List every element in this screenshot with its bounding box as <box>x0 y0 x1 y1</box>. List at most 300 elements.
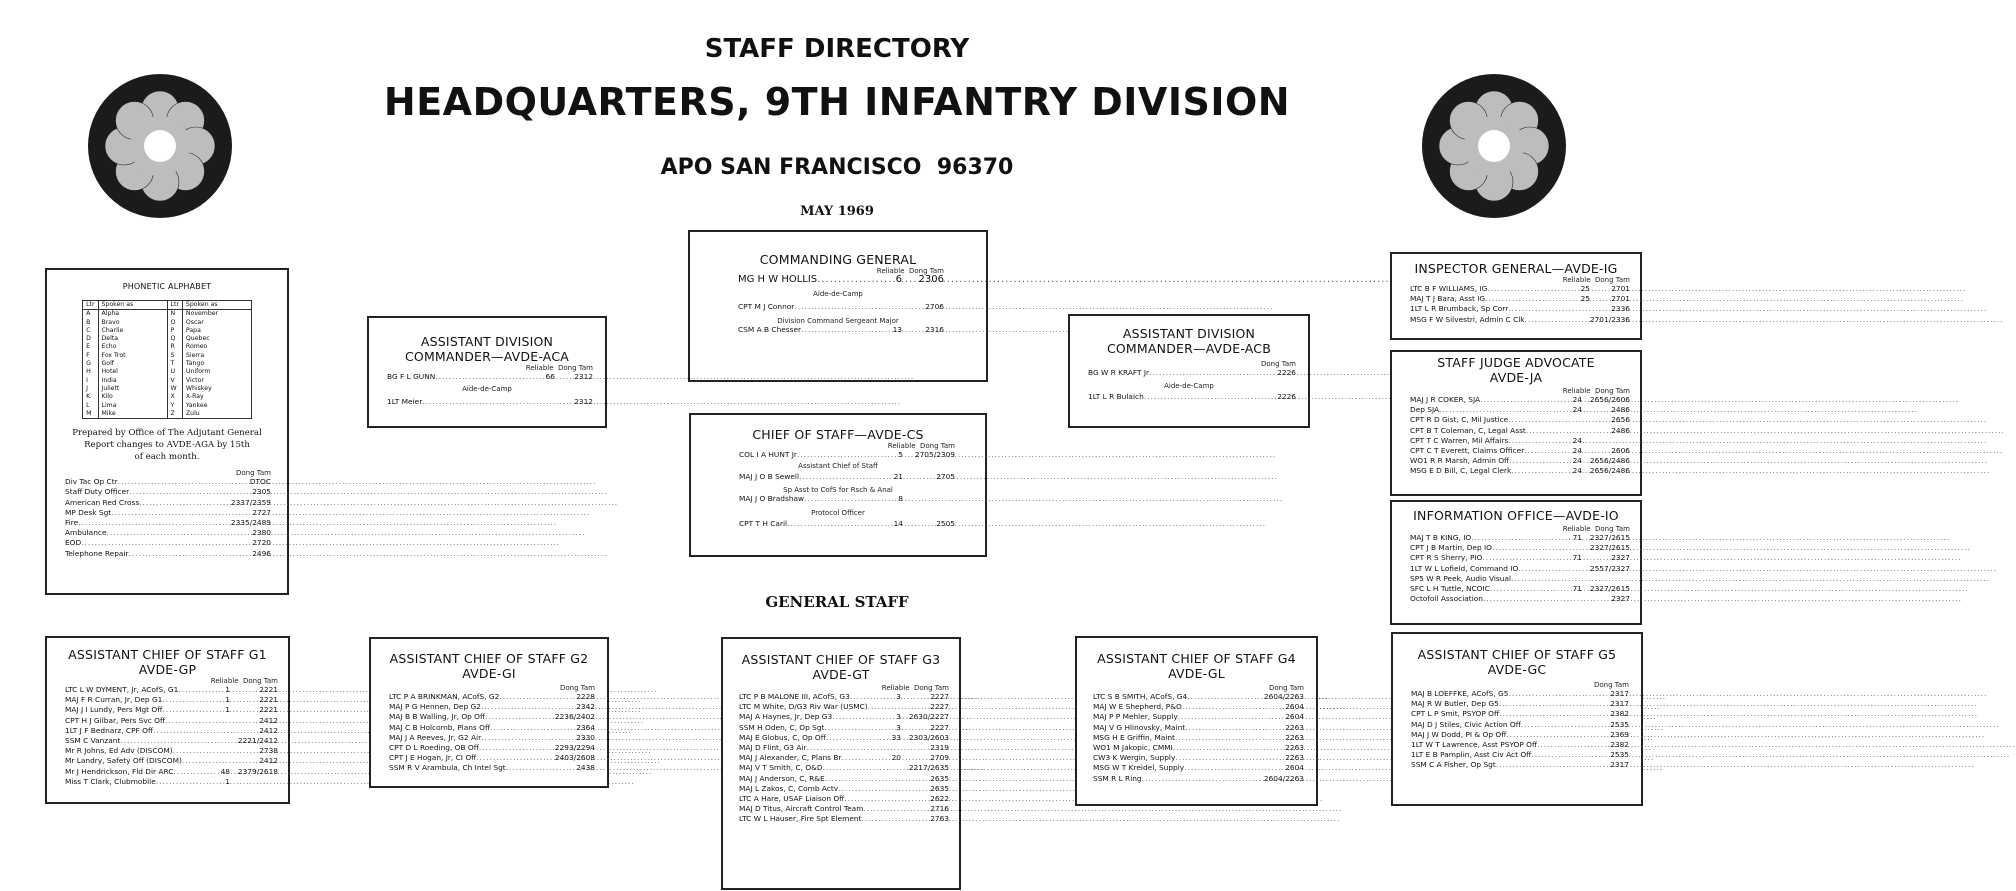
leader-dots <box>111 508 225 518</box>
alphabet-row <box>83 343 252 351</box>
person-name: MSG W T Kreidel, Supply <box>1093 763 1185 773</box>
leader-dots <box>81 538 225 548</box>
leader-dots <box>1531 750 1610 760</box>
person-name: COL I A HUNT Jr <box>739 450 797 459</box>
letter: N <box>167 310 182 319</box>
table-row <box>1392 574 1640 584</box>
box-title: COMMANDER—AVDE-ACA <box>404 349 570 364</box>
dong-tam-number: 2705 <box>936 472 955 482</box>
g1-box <box>45 636 290 804</box>
letter: U <box>167 368 182 376</box>
person-name: LTC M White, D/G3 Riv War (USMC) <box>739 702 868 712</box>
dong-tam-number: 2604/2263 <box>1263 773 1304 783</box>
person-name: MAJ T J Bara, Asst IG <box>1410 294 1486 304</box>
dong-tam-number: 2701 <box>1611 294 1630 304</box>
leader-dots <box>850 692 896 702</box>
person-name: Staff Duty Officer <box>65 487 130 497</box>
person-name: 1LT Meier <box>387 397 423 407</box>
reliable-number: 1 <box>225 705 230 715</box>
person-name: MAJ J A Reeves, Jr, G2 Air <box>389 732 482 742</box>
box-title: CHIEF OF STAFF—AVDE-CS <box>752 427 924 442</box>
table-row <box>47 685 288 695</box>
spoken-word: Yankee <box>182 402 251 410</box>
leader-dots <box>1496 760 1610 770</box>
table-row <box>1392 533 1640 543</box>
reliable-number: 21 <box>893 472 903 482</box>
table-row <box>47 746 288 756</box>
table-row <box>1077 692 1316 702</box>
table-row <box>1392 594 1640 604</box>
col-header-dong-tam: Dong Tam <box>1594 276 1630 284</box>
dong-tam-number: 2364 <box>576 722 595 732</box>
letter: I <box>83 377 98 385</box>
leader-dots <box>1499 699 1610 709</box>
reliable-number: 3 <box>896 712 901 722</box>
col-header-dong-tam: Dong Tam <box>919 442 955 450</box>
letter: O <box>167 319 182 327</box>
leader-dots <box>78 518 225 528</box>
leader-dots <box>1509 456 1572 466</box>
table-row <box>723 814 959 824</box>
chief-of-staff-box <box>689 413 987 557</box>
dong-tam-number: 2312 <box>574 372 593 381</box>
table-row <box>47 477 287 487</box>
leader-dots <box>861 814 901 824</box>
table-row <box>47 736 288 746</box>
spoken-word: Victor <box>182 377 251 385</box>
person-name: CPT D L Roeding, OB Off <box>389 743 479 753</box>
leader-dots <box>1511 466 1572 476</box>
person-name: American Red Cross <box>65 497 140 507</box>
letter: V <box>167 377 182 385</box>
dong-tam-number: 2379/2618 <box>237 766 278 776</box>
spoken-word: Delta <box>98 335 167 343</box>
alphabet-row <box>83 360 252 368</box>
letter: Q <box>167 335 182 343</box>
table-row <box>1393 699 1641 709</box>
table-row <box>1070 368 1308 378</box>
leader-dots <box>506 763 577 773</box>
person-name: MAJ P P Mehler, Supply <box>1093 712 1178 722</box>
table-row <box>690 325 986 335</box>
box-title: AVDE-JA <box>1489 370 1543 385</box>
letter: J <box>83 385 98 393</box>
reliable-number: 24 <box>1572 435 1582 445</box>
table-row <box>47 538 287 548</box>
spoken-word: Papa <box>182 327 251 335</box>
person-name: Mr J Hendrickson, Fld Dir ARC <box>65 766 174 776</box>
leader-dots <box>118 477 225 487</box>
table-row <box>371 753 607 763</box>
spoken-word: Bravo <box>98 319 167 327</box>
table-row <box>723 733 959 743</box>
section-label: Protocol Officer <box>811 508 865 517</box>
dong-tam-number: 2716 <box>930 804 949 814</box>
phonetic-note: of each month. <box>134 452 200 463</box>
dong-tam-number: 2382 <box>1610 740 1629 750</box>
dong-tam-number: 2709 <box>930 753 949 763</box>
dong-tam-number: 2327/2615 <box>1589 543 1630 553</box>
person-name: LTC B F WILLIAMS, IG <box>1410 284 1488 293</box>
person-name: 1LT L R Bulaich <box>1088 392 1144 402</box>
letter: B <box>83 319 98 327</box>
leader-dots <box>1439 405 1573 415</box>
table-row <box>691 450 985 460</box>
leader-dots <box>1485 294 1580 304</box>
leader-dots <box>1182 702 1285 712</box>
dong-tam-number: 2486 <box>1611 425 1630 435</box>
table-row <box>1077 723 1316 733</box>
table-row <box>690 302 986 312</box>
dong-tam-number: 2763 <box>930 814 949 824</box>
table-row <box>47 767 288 777</box>
spoken-word: Golf <box>98 360 167 368</box>
leader-dots <box>1508 304 1590 314</box>
table-row <box>371 723 607 733</box>
table-row <box>690 275 986 285</box>
box-title: AVDE-GT <box>812 667 870 682</box>
letter: E <box>83 343 98 351</box>
leader-dots <box>1508 415 1582 425</box>
person-name: MSG H E Griffin, Maint <box>1093 732 1175 742</box>
box-title: COMMANDING GENERAL <box>759 252 917 267</box>
dong-tam-number: 2263 <box>1285 722 1304 732</box>
person-name: CPT L P Smit, PSYOP Off <box>1411 709 1500 719</box>
person-name: 1LT E B Pamplin, Asst Civ Act Off <box>1411 750 1532 760</box>
dong-tam-number: 2221 <box>259 695 278 705</box>
person-name: CSM A B Chesser <box>738 325 802 335</box>
dong-tam-number: 2316 <box>925 325 944 335</box>
table-row <box>723 774 959 784</box>
leader-dots <box>1508 689 1610 699</box>
g4-box <box>1075 636 1318 806</box>
table-row <box>371 702 607 712</box>
letter: R <box>167 343 182 351</box>
dong-tam-number: 2221/2412 <box>237 736 278 746</box>
dong-tam-number: 2217/2635 <box>908 763 949 773</box>
reliable-number: 3 <box>896 722 901 732</box>
table-row <box>723 763 959 773</box>
leader-dots <box>156 777 226 787</box>
col-header-reliable: Reliable <box>876 267 905 275</box>
person-name: MAJ J W Dodd, PI & Op Off <box>1411 729 1507 739</box>
person-name: MAJ D J Stiles, Civic Action Off <box>1411 719 1521 729</box>
adc-aca-box <box>367 316 607 428</box>
directory-kicker: STAFF DIRECTORY <box>704 34 970 64</box>
table-row <box>47 528 287 538</box>
table-row <box>1392 456 1640 466</box>
person-name: BG W R KRAFT Jr <box>1088 368 1150 377</box>
leader-dots <box>107 528 225 538</box>
dong-tam-number: 2306 <box>918 274 944 285</box>
dong-tam-number: 2635 <box>930 783 949 793</box>
spoken-word: India <box>98 377 167 385</box>
person-name: MSG E D Bill, C, Legal Clerk <box>1410 466 1512 476</box>
spoken-word: Whiskey <box>182 385 251 393</box>
table-row <box>1077 753 1316 763</box>
general-staff-heading: GENERAL STAFF <box>765 593 909 611</box>
alphabet-row <box>83 335 252 343</box>
box-title: STAFF JUDGE ADVOCATE <box>1437 355 1595 370</box>
person-name: CPT J B Martin, Dep IO <box>1410 543 1492 553</box>
reliable-number: 1 <box>225 776 230 786</box>
col-header-reliable: Reliable <box>881 684 910 692</box>
person-name: SSM R V Arambula, Ch Intel Sgt <box>389 763 506 773</box>
letter: H <box>83 368 98 376</box>
dong-tam-number: 2438 <box>576 763 595 773</box>
letter: L <box>83 402 98 410</box>
inspector-general-box <box>1390 252 1642 340</box>
column-headers <box>1077 684 1316 692</box>
table-row <box>371 712 607 722</box>
section-label: Assistant Chief of Staff <box>798 462 878 471</box>
leader-dots <box>479 743 555 753</box>
column-headers <box>47 677 288 685</box>
phonetic-alphabet-box <box>45 268 289 595</box>
phonetic-note: Report changes to AVDE-AGA by 15th <box>84 440 250 451</box>
box-title: AVDE-GC <box>1487 662 1547 677</box>
dong-tam-number: 2327/2615 <box>1589 533 1630 542</box>
col-header-reliable: Reliable <box>1562 387 1591 395</box>
col-header-dong-tam: Dong Tam <box>1260 360 1296 368</box>
dong-tam-number: 2505 <box>936 518 955 528</box>
leader-dots <box>139 498 225 508</box>
leader-dots <box>1524 446 1572 456</box>
person-name: SFC L H Tuttle, NCOIC <box>1410 584 1490 594</box>
leader-dots <box>499 692 576 702</box>
person-name: MAJ J I Lundy, Pers Mgt Off <box>65 705 163 715</box>
commanding-general-box <box>688 230 988 382</box>
dong-tam-number: 2317 <box>1610 689 1629 698</box>
person-name: MAJ C B Holcomb, Plans Off <box>389 722 491 732</box>
dong-tam-number: 2327 <box>1611 594 1630 604</box>
table-row <box>1392 304 1640 314</box>
col-header-reliable: Reliable <box>210 677 239 685</box>
letter: G <box>83 360 98 368</box>
alphabet-row <box>83 352 252 360</box>
dong-tam-number: 2226 <box>1277 368 1296 377</box>
dong-tam-number: 2382 <box>1610 709 1629 719</box>
person-name: Telephone Repair <box>65 548 129 558</box>
leader-dots <box>832 712 896 722</box>
table-row <box>723 794 959 804</box>
information-office-box <box>1390 500 1642 625</box>
leader-dots <box>1511 574 1582 584</box>
alphabet-row <box>83 327 252 335</box>
letter: F <box>83 352 98 360</box>
table-row <box>1077 774 1316 784</box>
section-label: Aide-de-Camp <box>462 385 512 394</box>
leader-dots <box>1482 553 1572 563</box>
table-row <box>1392 584 1640 594</box>
dong-tam-number: 2535 <box>1610 750 1629 760</box>
table-row <box>371 692 607 702</box>
dong-tam-number: 2227 <box>930 702 949 712</box>
person-name: MAJ V T Smith, C, O&D <box>739 763 823 773</box>
person-name: MAJ J Alexander, C, Plans Br <box>739 753 842 763</box>
col-header-dong-tam: Dong Tam <box>1268 684 1304 692</box>
leader-dots <box>844 794 901 804</box>
col-header-reliable: Reliable <box>1562 276 1591 284</box>
spoken-word: Juliett <box>98 385 167 393</box>
col-header-dong-tam: Dong Tam <box>235 469 271 478</box>
dong-tam-number: 2263 <box>1285 732 1304 742</box>
table-row <box>1392 415 1640 425</box>
adc-acb-box <box>1068 314 1310 428</box>
box-title: INFORMATION OFFICE—AVDE-IO <box>1413 508 1619 523</box>
leader-dots <box>1173 743 1285 753</box>
column-headers <box>1392 525 1640 533</box>
table-row <box>723 692 959 702</box>
col-header-reliable: Reliable <box>1562 525 1591 533</box>
table-row <box>369 397 605 407</box>
dong-tam-number: 2317 <box>1610 760 1629 770</box>
person-name: MP Desk Sgt <box>65 507 112 517</box>
person-name: SSM H Oden, C, Op Sgt <box>739 722 825 732</box>
person-name: Mr R Johns, Ed Adv (DISCOM) <box>65 746 173 756</box>
leader-dots <box>129 549 225 559</box>
dong-tam-number: 2327 <box>1611 553 1630 563</box>
letter: A <box>83 310 98 319</box>
reliable-number: 71 <box>1572 533 1582 542</box>
person-name: SSM C Vanzant <box>65 736 121 746</box>
apo-address: APO SAN FRANCISCO 96370 <box>660 155 1014 180</box>
reliable-number: 25 <box>1580 294 1590 304</box>
person-name: MAJ L Zakos, C, Comb Actv <box>739 783 839 793</box>
leader-dots <box>841 753 891 763</box>
table-row <box>723 743 959 753</box>
person-name: Fire <box>65 517 79 527</box>
column-headers <box>1392 387 1640 395</box>
dong-tam-number: 2656 <box>1611 415 1630 425</box>
box-title: AVDE-GL <box>1168 666 1225 681</box>
dong-tam-number: 2342 <box>576 702 595 712</box>
person-name: 1LT L R Brumback, Sp Corr <box>1410 304 1509 314</box>
person-name: WO1 R R Marsh, Admin Off <box>1410 456 1510 466</box>
person-name: BG F L GUNN <box>387 372 436 381</box>
alphabet-row <box>83 368 252 376</box>
reliable-number: 24 <box>1572 446 1582 456</box>
person-name: SP5 W R Peek, Audio Visual <box>1410 573 1512 583</box>
spoken-word: Oscar <box>182 319 251 327</box>
leader-dots <box>863 804 901 814</box>
table-row <box>1393 730 1641 740</box>
person-name: SSM C A Fisher, Op Sgt <box>1411 760 1496 770</box>
table-row <box>1393 720 1641 730</box>
table-row <box>47 695 288 705</box>
spoken-word: Uniform <box>182 368 251 376</box>
person-name: MAJ J O B Sewell <box>739 472 800 482</box>
table-row <box>1393 689 1641 699</box>
spoken-word: Hotel <box>98 368 167 376</box>
table-row <box>723 784 959 794</box>
letter: X <box>167 393 182 401</box>
table-row <box>691 519 985 529</box>
dong-tam-number: 2236/2402 <box>554 712 595 722</box>
table-row <box>47 508 287 518</box>
column-headers <box>1392 276 1640 284</box>
reliable-number: 24 <box>1572 456 1582 466</box>
person-name: CPT M J Connor <box>738 302 795 312</box>
leader-dots <box>481 702 576 712</box>
col-header-reliable: Reliable <box>525 364 554 372</box>
table-row <box>47 498 287 508</box>
table-row <box>47 487 287 497</box>
leader-dots <box>838 784 901 794</box>
person-name: MAJ A Haynes, Jr, Dep G3 <box>739 712 833 722</box>
reliable-number: 1 <box>225 685 230 694</box>
reliable-number: 20 <box>891 753 901 763</box>
dong-tam-number: 2293/2294 <box>554 743 595 753</box>
letter: S <box>167 352 182 360</box>
dong-tam-number: 2337/2359 <box>230 497 271 507</box>
leader-dots <box>129 487 225 497</box>
spoken-word: Kilo <box>98 393 167 401</box>
table-row <box>723 804 959 814</box>
leader-dots <box>1184 763 1285 773</box>
col-header-reliable: Reliable <box>887 442 916 450</box>
alphabet-row <box>83 319 252 327</box>
dong-tam-number: 2635 <box>930 773 949 783</box>
leader-dots <box>1537 740 1610 750</box>
leader-dots <box>173 746 230 756</box>
g5-box <box>1391 632 1643 806</box>
reliable-number: 6 <box>895 274 902 285</box>
dong-tam-number: 2227 <box>930 692 949 701</box>
leader-dots <box>1499 709 1610 719</box>
reliable-number: 14 <box>893 518 903 528</box>
leader-dots <box>826 733 892 743</box>
table-row <box>1392 436 1640 446</box>
leader-dots <box>807 743 901 753</box>
table-row <box>47 716 288 726</box>
spoken-word: Mike <box>98 410 167 419</box>
letter: M <box>83 410 98 419</box>
alphabet-row <box>83 385 252 393</box>
leader-dots <box>1518 564 1582 574</box>
dong-tam-number: 2263 <box>1285 753 1304 763</box>
dong-tam-number: 2221 <box>259 705 278 715</box>
leader-dots <box>1178 712 1285 722</box>
dong-tam-number: 2412 <box>259 725 278 735</box>
person-name: CPT C T Everett, Claims Officer <box>1410 446 1525 456</box>
leader-dots <box>1175 753 1285 763</box>
dong-tam-number: 2656/2606 <box>1589 395 1630 404</box>
person-name: CPT J E Hogan, Jr, CI Off <box>389 753 477 763</box>
letter: K <box>83 393 98 401</box>
dong-tam-number: 2303/2603 <box>908 732 949 742</box>
spoken-word: Sierra <box>182 352 251 360</box>
person-name: LTC A Hare, USAF Liaison Off <box>739 794 845 804</box>
dong-tam-number: 2369 <box>1610 729 1629 739</box>
box-title: COMMANDER—AVDE-ACB <box>1106 341 1272 356</box>
dong-tam-number: 2228 <box>576 692 595 701</box>
box-title: ASSISTANT CHIEF OF STAFF G2 <box>389 651 589 666</box>
dong-tam-number: 2305 <box>252 487 271 497</box>
col-spoken: Spoken as <box>98 301 167 310</box>
table-row <box>723 712 959 722</box>
col-ltr: Ltr <box>83 301 98 310</box>
dong-tam-number: 2412 <box>259 756 278 766</box>
leader-dots <box>182 756 230 766</box>
person-name: MG H W HOLLIS <box>738 274 818 285</box>
person-name: CPT R D Gist, C, Mil Justice <box>1410 415 1509 425</box>
person-name: Mr Landry, Safety Off (DISCOM) <box>65 756 182 766</box>
dong-tam-number: 2227 <box>930 722 949 732</box>
person-name: Div Tac Op Ctr <box>65 477 118 487</box>
leader-dots <box>1506 730 1610 740</box>
person-name: CPT H J Gilbar, Pers Svc Off <box>65 715 166 725</box>
